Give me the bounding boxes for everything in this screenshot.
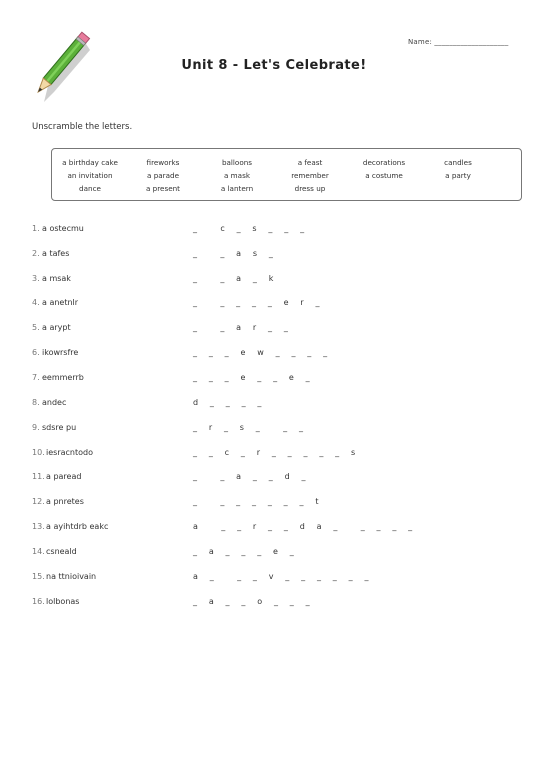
word-bank-item: a feast	[297, 158, 323, 167]
word-bank-item: fireworks	[146, 158, 180, 167]
question-number: 11.	[32, 472, 45, 481]
question-number: 5.	[32, 323, 40, 332]
answer-hint: _ r _ s _ _ _	[193, 423, 304, 432]
word-bank-item: a present	[145, 184, 180, 193]
answer-hint: _ _ _ _ _ e r _	[193, 298, 320, 307]
word-bank-item: dance	[79, 184, 101, 193]
question-number: 13.	[32, 522, 45, 531]
answer-hint: _ _ a _ k	[193, 274, 274, 283]
answer-hint: _ _ a _ _ d _	[193, 472, 306, 481]
word-bank-item: balloons	[221, 158, 253, 167]
scrambled-word: a ostecmu	[42, 224, 84, 233]
question-number: 12.	[32, 497, 45, 506]
word-bank	[51, 148, 522, 201]
question-number: 8.	[32, 398, 40, 407]
question-number: 9.	[32, 423, 40, 432]
answer-hint: _ _ _ e _ _ e _	[193, 373, 310, 382]
word-bank-item: a birthday cake	[62, 158, 118, 167]
scrambled-word: a pnretes	[46, 497, 84, 506]
word-bank-item: a mask	[223, 171, 250, 180]
word-bank-item: a lantern	[220, 184, 254, 193]
answer-hint: a _ _ r _ _ d a _ _ _ _ _	[193, 522, 413, 531]
word-bank-item: a party	[445, 171, 471, 180]
word-bank-item: remember	[291, 171, 329, 180]
answer-hint: _ _ _ _ _ _ _ t	[193, 497, 319, 506]
word-bank-item: candles	[444, 158, 472, 167]
answer-hint: _ _ c _ r _ _ _ _ _ s	[193, 448, 356, 457]
scrambled-word: ikowrsfre	[42, 348, 79, 357]
answer-hint: _ _ _ e w _ _ _ _	[193, 348, 328, 357]
scrambled-word: andec	[42, 398, 67, 407]
question-number: 7.	[32, 373, 40, 382]
word-bank-item: a costume	[365, 171, 403, 180]
word-bank-item: an invitation	[67, 171, 113, 180]
answer-hint: _ c _ s _ _ _	[193, 224, 305, 233]
question-number: 4.	[32, 298, 40, 307]
question-number: 2.	[32, 249, 40, 258]
scrambled-word: eemmerrb	[42, 373, 84, 382]
name-field-label: Name: ____________________	[408, 38, 509, 46]
question-number: 15.	[32, 572, 45, 581]
word-bank-item: a parade	[147, 171, 179, 180]
question-number: 10.	[32, 448, 45, 457]
question-number: 1.	[32, 224, 40, 233]
scrambled-word: a arypt	[42, 323, 71, 332]
scrambled-word: na ttnioivain	[46, 572, 97, 581]
question-number: 14.	[32, 547, 45, 556]
answer-hint: _ _ a r _ _	[193, 323, 289, 332]
scrambled-word: a tafes	[42, 249, 70, 258]
word-bank-item: decorations	[362, 158, 406, 167]
answer-hint: a _ _ _ v _ _ _ _ _ _	[193, 572, 369, 581]
question-number: 16.	[32, 597, 45, 606]
instruction-text: Unscramble the letters.	[32, 122, 133, 132]
scrambled-word: csneald	[46, 547, 77, 556]
page-title: Unit 8 - Let's Celebrate!	[181, 58, 367, 73]
question-number: 6.	[32, 348, 40, 357]
word-bank-item: dress up	[294, 184, 326, 193]
question-number: 3.	[32, 274, 40, 283]
scrambled-word: a paread	[46, 472, 82, 481]
scrambled-word: a ayihtdrb eakc	[46, 522, 109, 531]
scrambled-word: sdsre pu	[42, 423, 77, 432]
answer-hint: d _ _ _ _	[193, 398, 262, 407]
scrambled-word: a anetnlr	[42, 298, 79, 307]
answer-hint: _ a _ _ o _ _ _	[193, 597, 310, 606]
scrambled-word: iesracntodo	[46, 448, 93, 457]
answer-hint: _ _ a s _	[193, 249, 274, 258]
scrambled-word: lolbonas	[46, 597, 80, 606]
answer-hint: _ a _ _ _ e _	[193, 547, 295, 556]
scrambled-word: a msak	[42, 274, 71, 283]
